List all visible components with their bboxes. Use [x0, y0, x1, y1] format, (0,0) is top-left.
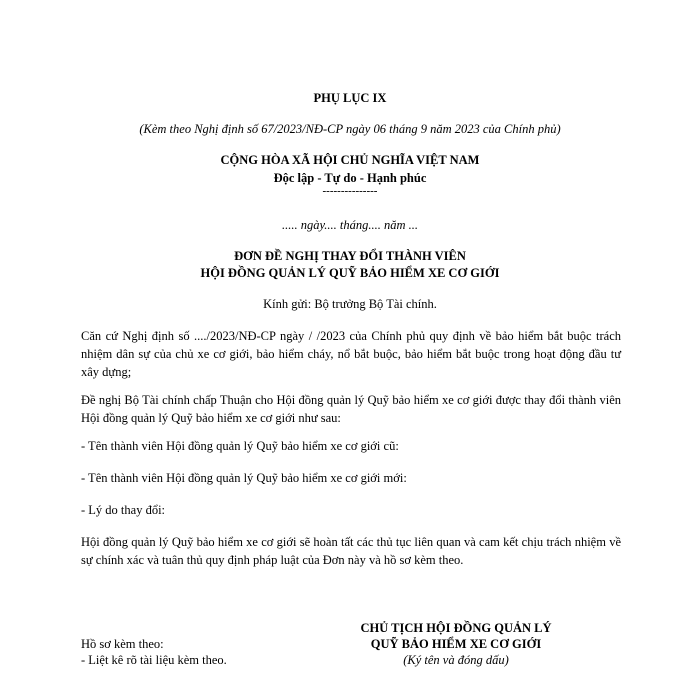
motto-separator: ---------------: [322, 185, 378, 197]
attachments-label: Hồ sơ kèm theo:: [81, 637, 164, 651]
request-paragraph: Đề nghị Bộ Tài chính chấp Thuận cho Hội đồng quản lý Quỹ bảo hiểm xe cơ giới được thay đổi thành viên Hội đồng quản lý Quỹ bảo hiểm xe cơ giới như sau:: [81, 393, 621, 425]
signer-title-line1: CHỦ TỊCH HỘI ĐỒNG QUẢN LÝ: [360, 621, 552, 635]
form-title-line2: HỘI ĐỒNG QUẢN LÝ QUỸ BẢO HIỂM XE CƠ GIỚI: [200, 266, 500, 280]
signer-title-line2: QUỸ BẢO HIỂM XE CƠ GIỚI: [370, 637, 542, 651]
commitment-paragraph: Hội đồng quản lý Quỹ bảo hiểm xe cơ giới sẽ hoàn tất các thủ tục liên quan và cam kết chịu trách nhiệm về sự chính xác và tuân thủ quy định pháp luật của Đơn này và hồ sơ kèm theo.: [81, 535, 621, 567]
appendix-title: PHỤ LỤC IX: [313, 91, 387, 105]
new-member-item: - Tên thành viên Hội đồng quản lý Quỹ bảo hiểm xe cơ giới mới:: [81, 471, 407, 485]
old-member-item: - Tên thành viên Hội đồng quản lý Quỹ bảo hiểm xe cơ giới cũ:: [81, 439, 399, 453]
signer-note: (Ký tên và đóng dấu): [403, 653, 509, 667]
basis-paragraph: Căn cứ Nghị định số ..../2023/NĐ-CP ngày / /2023 của Chính phủ quy định về bảo hiểm bắt buộc trách nhiệm dân sự của chủ xe cơ giới, bảo hiểm cháy, nổ bắt buộc, bảo hiểm bắt buộc trong hoạt động đầu tư xây dựng;: [81, 329, 621, 379]
attachments-item: - Liệt kê rõ tài liệu kèm theo.: [81, 653, 227, 667]
national-motto: Độc lập - Tự do - Hạnh phúc: [273, 171, 427, 185]
country-name: CỘNG HÒA XÃ HỘI CHỦ NGHĨA VIỆT NAM: [220, 153, 480, 167]
form-title-line1: ĐƠN ĐỀ NGHỊ THAY ĐỔI THÀNH VIÊN: [234, 249, 466, 263]
recipient-line: Kính gửi: Bộ trưởng Bộ Tài chính.: [263, 297, 437, 311]
change-reason-item: - Lý do thay đổi:: [81, 503, 166, 517]
attachment-note: (Kèm theo Nghị định số 67/2023/NĐ-CP ngày 06 tháng 9 năm 2023 của Chính phủ): [139, 122, 561, 136]
date-line: ..... ngày.... tháng.... năm ...: [281, 218, 419, 232]
